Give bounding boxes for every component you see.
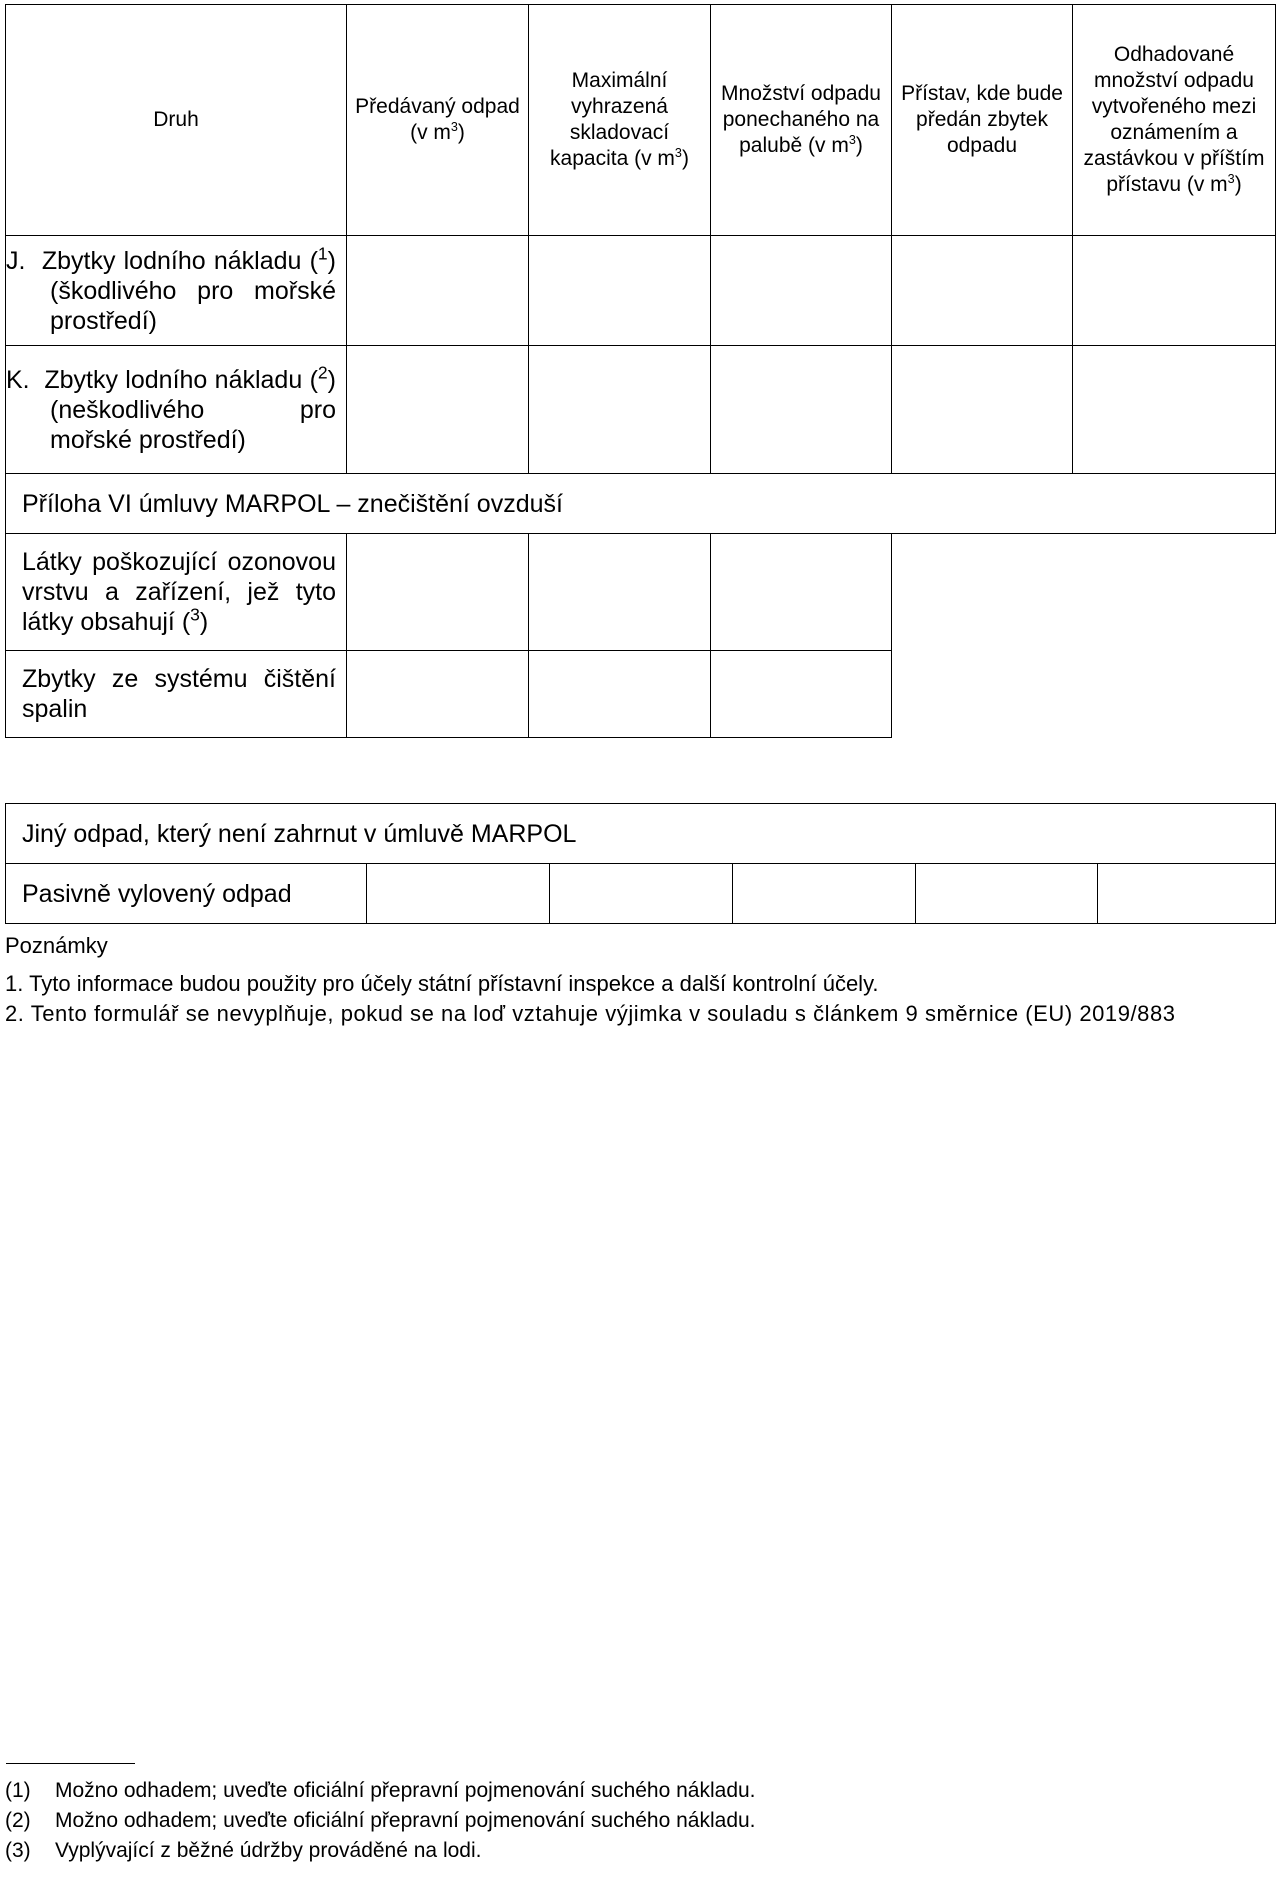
cell-delivered[interactable] bbox=[347, 236, 529, 346]
section-heading-other-waste: Jiný odpad, který není zahrnut v úmluvě MARPOL bbox=[6, 804, 1276, 864]
cell-delivered[interactable] bbox=[347, 651, 529, 738]
row-cargo-residues-non-harmful bbox=[6, 346, 1276, 474]
cell-estimated[interactable] bbox=[1098, 864, 1276, 924]
cell-retained[interactable] bbox=[711, 534, 892, 651]
footnote-text: Možno odhadem; uveďte oficiální přepravní pojmenování suchého nákladu. bbox=[55, 1809, 756, 1832]
waste-table bbox=[5, 4, 1276, 738]
cell-max-capacity[interactable] bbox=[529, 651, 711, 738]
row-cargo-residues-harmful bbox=[6, 236, 1276, 346]
cell-empty bbox=[892, 534, 1073, 651]
footnote-1 bbox=[5, 1776, 756, 1806]
footnote-text: Možno odhadem; uveďte oficiální přepravní pojmenování suchého nákladu. bbox=[55, 1779, 756, 1802]
cell-max-capacity[interactable] bbox=[529, 346, 711, 474]
header-next-port: Přístav, kde bude předán zbytek odpadu bbox=[892, 5, 1073, 236]
note-2: 2. Tento formulář se nevyplňuje, pokud se na loď vztahuje výjimka v souladu s článkem 9 směrnice (EU) 2019/883 bbox=[5, 1001, 1176, 1026]
row-passive-waste bbox=[6, 864, 1276, 924]
header-type: Druh bbox=[6, 5, 347, 236]
header-retained: Množství odpadu ponechaného na palubě (v $m^3$) bbox=[711, 5, 892, 236]
row-scrubber-residues bbox=[6, 651, 1276, 738]
row-label: Zbytky ze systému čištění spalin bbox=[6, 651, 347, 738]
header-estimated: Odhadované množství odpadu vytvořeného mezi oznámením a zastávkou v příštím přístavu (v $m^3$) bbox=[1073, 5, 1276, 236]
row-label: Pasivně vylovený odpad bbox=[6, 864, 367, 924]
header-delivered: Předávaný odpad (v $m^3$) bbox=[347, 5, 529, 236]
cell-delivered[interactable] bbox=[367, 864, 550, 924]
cell-max-capacity[interactable] bbox=[529, 236, 711, 346]
note-1: 1. Tyto informace budou použity pro účely státní přístavní inspekce a další kontrolní účely. bbox=[5, 971, 879, 996]
cell-empty bbox=[892, 651, 1073, 738]
cell-retained[interactable] bbox=[711, 346, 892, 474]
footnote-3 bbox=[5, 1836, 481, 1866]
footnote-number: (2) bbox=[5, 1809, 31, 1832]
notes-title: Poznámky bbox=[5, 933, 108, 958]
footnote-separator bbox=[6, 1763, 135, 1764]
notes bbox=[5, 931, 1275, 1029]
row-other-waste bbox=[6, 804, 1276, 864]
section-heading-annex-vi: Příloha VI úmluvy MARPOL – znečištění ovzduší bbox=[6, 474, 1276, 534]
footnote-number: (1) bbox=[5, 1779, 31, 1802]
row-label: J. Zbytky lodního nákladu ($^1$) (škodlivého pro mořské prostředí) bbox=[6, 236, 347, 346]
cell-empty bbox=[1073, 534, 1276, 651]
footnote-text: Vyplývající z běžné údržby prováděné na lodi. bbox=[55, 1839, 482, 1862]
cell-next-port[interactable] bbox=[892, 346, 1073, 474]
row-ozone-depleting bbox=[6, 534, 1276, 651]
cell-retained[interactable] bbox=[711, 236, 892, 346]
row-annex-vi bbox=[6, 474, 1276, 534]
header-row bbox=[6, 5, 1276, 236]
cell-retained[interactable] bbox=[733, 864, 916, 924]
cell-retained[interactable] bbox=[711, 651, 892, 738]
other-waste-table bbox=[5, 803, 1276, 924]
footnote-2 bbox=[5, 1806, 756, 1836]
row-label: K. Zbytky lodního nákladu ($^2$) (neškodlivého pro mořské prostředí) bbox=[6, 346, 347, 474]
cell-empty bbox=[1073, 651, 1276, 738]
cell-delivered[interactable] bbox=[347, 346, 529, 474]
cell-estimated[interactable] bbox=[1073, 236, 1276, 346]
cell-next-port[interactable] bbox=[916, 864, 1098, 924]
row-label: Látky poškozující ozonovou vrstvu a zařízení, jež tyto látky obsahují ($^3$) bbox=[6, 534, 347, 651]
cell-delivered[interactable] bbox=[347, 534, 529, 651]
cell-estimated[interactable] bbox=[1073, 346, 1276, 474]
cell-next-port[interactable] bbox=[892, 236, 1073, 346]
cell-max-capacity[interactable] bbox=[529, 534, 711, 651]
cell-max-capacity[interactable] bbox=[550, 864, 733, 924]
header-max-capacity: Maximální vyhrazená skladovací kapacita (v $m^3$) bbox=[529, 5, 711, 236]
footnote-number: (3) bbox=[5, 1839, 31, 1862]
